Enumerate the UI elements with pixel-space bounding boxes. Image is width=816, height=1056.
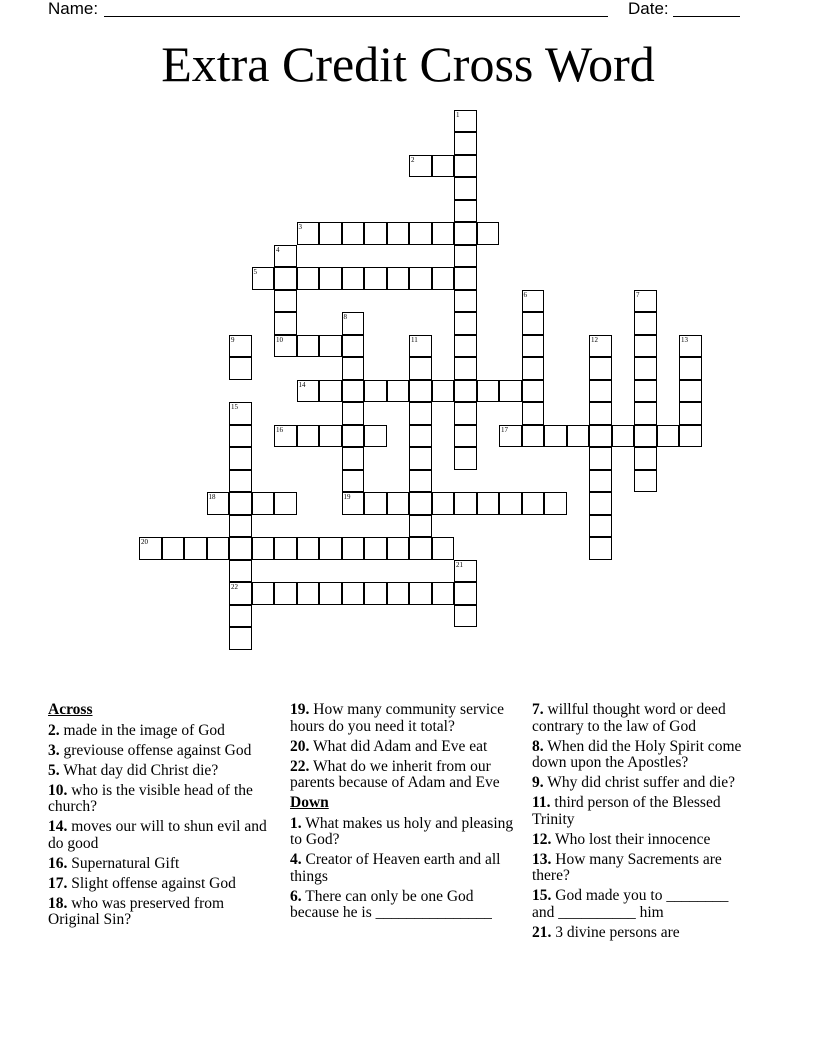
cell-number: 6 bbox=[523, 290, 527, 299]
grid-cell[interactable] bbox=[342, 222, 365, 245]
clue-text: What day did Christ die? bbox=[63, 761, 219, 779]
grid-cell[interactable] bbox=[229, 627, 252, 650]
clue-text: God made you to ________ and __________ him bbox=[532, 887, 729, 921]
grid-cell[interactable] bbox=[634, 380, 657, 403]
clue-number: 16. bbox=[48, 854, 68, 872]
clue-number: 21. bbox=[532, 923, 552, 941]
grid-cell[interactable] bbox=[589, 335, 612, 358]
across-clue bbox=[48, 763, 268, 780]
grid-cell[interactable] bbox=[432, 492, 455, 515]
clue-number: 7. bbox=[532, 701, 544, 718]
grid-cell[interactable] bbox=[432, 222, 455, 245]
down-clue bbox=[532, 702, 754, 735]
grid-cell[interactable] bbox=[522, 312, 545, 335]
cell-number: 19 bbox=[343, 493, 351, 501]
grid-cell[interactable] bbox=[297, 380, 320, 403]
cell-number: 3 bbox=[298, 223, 302, 231]
grid-cell[interactable] bbox=[274, 492, 297, 515]
cell-number: 18 bbox=[208, 493, 216, 501]
grid-cell[interactable] bbox=[522, 357, 545, 380]
clue-text: There can only be one God because he is _______________ bbox=[290, 887, 492, 921]
grid-cell[interactable] bbox=[454, 335, 477, 358]
down-clue bbox=[532, 775, 754, 792]
grid-cell[interactable] bbox=[432, 582, 455, 605]
grid-cell[interactable] bbox=[342, 447, 365, 470]
grid-cell[interactable] bbox=[454, 605, 477, 628]
clue-text: Supernatural Gift bbox=[71, 854, 180, 872]
grid-cell[interactable] bbox=[162, 537, 185, 560]
clue-column-3 bbox=[532, 702, 754, 945]
grid-cell[interactable] bbox=[589, 402, 612, 425]
across-heading: Across bbox=[48, 701, 93, 718]
grid-cell[interactable] bbox=[454, 582, 477, 605]
clue-number: 12. bbox=[532, 830, 552, 848]
grid-cell[interactable] bbox=[229, 425, 252, 448]
grid-cell[interactable] bbox=[409, 425, 432, 448]
grid-cell[interactable] bbox=[409, 335, 432, 358]
grid-cell[interactable] bbox=[342, 470, 365, 493]
grid-cell[interactable] bbox=[589, 447, 612, 470]
grid-cell[interactable] bbox=[297, 222, 320, 245]
grid-cell[interactable] bbox=[409, 582, 432, 605]
grid-cell[interactable] bbox=[454, 380, 477, 403]
grid-cell[interactable] bbox=[454, 155, 477, 178]
grid-cell[interactable] bbox=[387, 492, 410, 515]
across-clue bbox=[48, 743, 268, 760]
grid-cell[interactable] bbox=[387, 222, 410, 245]
grid-cell[interactable] bbox=[274, 267, 297, 290]
grid-cell[interactable] bbox=[252, 582, 275, 605]
cell-number: 20 bbox=[141, 538, 148, 546]
grid-cell[interactable] bbox=[342, 380, 365, 403]
date-label: Date: bbox=[628, 0, 669, 18]
across-clue bbox=[48, 783, 268, 816]
grid-cell[interactable] bbox=[522, 290, 545, 313]
clue-number: 6. bbox=[290, 887, 302, 905]
grid-cell[interactable] bbox=[274, 425, 297, 448]
clue-text: What do we inherit from our parents because of Adam and Eve bbox=[290, 757, 500, 791]
across-clue bbox=[48, 819, 268, 852]
grid-cell[interactable] bbox=[229, 515, 252, 538]
across-clue bbox=[290, 702, 522, 735]
grid-cell[interactable] bbox=[589, 515, 612, 538]
grid-cell[interactable] bbox=[364, 425, 387, 448]
grid-cell[interactable] bbox=[229, 560, 252, 583]
grid-cell[interactable] bbox=[612, 425, 635, 448]
grid-cell[interactable] bbox=[229, 492, 252, 515]
grid-cell[interactable] bbox=[319, 267, 342, 290]
clue-text: moves our will to shun evil and do good bbox=[48, 818, 267, 852]
grid-cell[interactable] bbox=[522, 492, 545, 515]
grid-cell[interactable] bbox=[454, 357, 477, 380]
grid-cell[interactable] bbox=[679, 380, 702, 403]
grid-cell[interactable] bbox=[252, 492, 275, 515]
down-heading: Down bbox=[290, 794, 329, 811]
name-label: Name: bbox=[48, 0, 99, 18]
grid-cell[interactable] bbox=[634, 357, 657, 380]
grid-cell[interactable] bbox=[454, 267, 477, 290]
grid-cell[interactable] bbox=[319, 537, 342, 560]
clue-number: 19. bbox=[290, 701, 310, 718]
down-clue bbox=[532, 832, 754, 849]
grid-cell[interactable] bbox=[342, 425, 365, 448]
grid-cell[interactable] bbox=[409, 402, 432, 425]
clue-text: How many community service hours do you need it total? bbox=[290, 701, 504, 735]
cell-number: 16 bbox=[276, 425, 283, 434]
grid-cell[interactable] bbox=[634, 290, 657, 313]
grid-cell[interactable] bbox=[274, 335, 297, 358]
grid-cell[interactable] bbox=[229, 605, 252, 628]
grid-cell[interactable] bbox=[207, 492, 230, 515]
clue-text: willful thought word or deed contrary to the law of God bbox=[532, 701, 726, 735]
down-clue bbox=[532, 852, 754, 885]
clue-text: third person of the Blessed Trinity bbox=[532, 794, 721, 828]
grid-cell[interactable] bbox=[454, 290, 477, 313]
grid-cell[interactable] bbox=[432, 155, 455, 178]
grid-cell[interactable] bbox=[319, 222, 342, 245]
grid-cell[interactable] bbox=[319, 582, 342, 605]
down-clue bbox=[532, 925, 754, 942]
grid-cell[interactable] bbox=[274, 312, 297, 335]
grid-cell[interactable] bbox=[274, 582, 297, 605]
grid-cell[interactable] bbox=[229, 402, 252, 425]
clue-text: How many Sacrements are there? bbox=[532, 850, 722, 884]
grid-cell[interactable] bbox=[567, 425, 590, 448]
grid-cell[interactable] bbox=[409, 447, 432, 470]
grid-cell[interactable] bbox=[522, 402, 545, 425]
grid-cell[interactable] bbox=[229, 335, 252, 358]
grid-cell[interactable] bbox=[364, 267, 387, 290]
clue-number: 1. bbox=[290, 814, 302, 832]
grid-cell[interactable] bbox=[409, 267, 432, 290]
grid-cell[interactable] bbox=[454, 425, 477, 448]
clue-text: Slight offense against God bbox=[71, 874, 236, 892]
header bbox=[48, 0, 768, 20]
clue-number: 14. bbox=[48, 818, 68, 835]
grid-cell[interactable] bbox=[409, 357, 432, 380]
cell-number: 14 bbox=[298, 380, 306, 389]
clue-text: Who lost their innocence bbox=[554, 830, 711, 848]
grid-cell[interactable] bbox=[522, 425, 545, 448]
down-clue bbox=[290, 816, 522, 849]
grid-cell[interactable] bbox=[274, 245, 297, 268]
clue-number: 13. bbox=[532, 850, 552, 868]
grid-cell[interactable] bbox=[297, 582, 320, 605]
grid-cell[interactable] bbox=[342, 312, 365, 335]
grid-cell[interactable] bbox=[342, 582, 365, 605]
clue-text: When did the Holy Spirit come down upon the Apostles? bbox=[532, 737, 742, 771]
clue-text: 3 divine persons are bbox=[555, 923, 680, 941]
grid-cell[interactable] bbox=[409, 515, 432, 538]
clue-number: 3. bbox=[48, 741, 60, 759]
cell-number: 17 bbox=[501, 425, 508, 434]
grid-cell[interactable] bbox=[589, 425, 612, 448]
page-title: Extra Credit Cross Word bbox=[161, 36, 655, 92]
down-clue bbox=[290, 889, 522, 922]
grid-cell[interactable] bbox=[454, 492, 477, 515]
grid-cell[interactable] bbox=[342, 402, 365, 425]
grid-cell[interactable] bbox=[364, 582, 387, 605]
grid-cell[interactable] bbox=[544, 425, 567, 448]
clue-number: 11. bbox=[532, 794, 551, 811]
grid-cell[interactable] bbox=[364, 222, 387, 245]
cell-number: 10 bbox=[276, 335, 283, 344]
grid-cell[interactable] bbox=[274, 537, 297, 560]
grid-cell[interactable] bbox=[477, 380, 500, 403]
clue-number: 10. bbox=[48, 781, 68, 799]
grid-cell[interactable] bbox=[387, 380, 410, 403]
across-clue bbox=[290, 739, 522, 756]
cell-number: 13 bbox=[681, 335, 688, 344]
grid-cell[interactable] bbox=[679, 425, 702, 448]
grid-cell[interactable] bbox=[432, 537, 455, 560]
grid-cell[interactable] bbox=[409, 470, 432, 493]
cell-number: 15 bbox=[231, 403, 238, 411]
grid-cell[interactable] bbox=[252, 267, 275, 290]
clue-number: 9. bbox=[532, 774, 544, 791]
grid-cell[interactable] bbox=[229, 447, 252, 470]
grid-cell[interactable] bbox=[342, 492, 365, 515]
clue-number: 4. bbox=[290, 851, 302, 868]
grid-cell[interactable] bbox=[589, 537, 612, 560]
cell-number: 22 bbox=[231, 583, 238, 591]
grid-cell[interactable] bbox=[342, 537, 365, 560]
cell-number: 5 bbox=[253, 268, 257, 276]
clue-text: Why did christ suffer and die? bbox=[547, 774, 736, 791]
across-clue bbox=[290, 759, 522, 792]
grid-cell[interactable] bbox=[634, 335, 657, 358]
grid-cell[interactable] bbox=[342, 335, 365, 358]
grid-cell[interactable] bbox=[364, 380, 387, 403]
grid-cell[interactable] bbox=[229, 537, 252, 560]
name-field[interactable] bbox=[104, 16, 608, 17]
grid-cell[interactable] bbox=[679, 335, 702, 358]
clue-number: 18. bbox=[48, 894, 68, 912]
grid-cell[interactable] bbox=[229, 582, 252, 605]
grid-cell[interactable] bbox=[297, 267, 320, 290]
grid-cell[interactable] bbox=[409, 537, 432, 560]
grid-cell[interactable] bbox=[229, 470, 252, 493]
clue-column-1 bbox=[48, 702, 268, 932]
grid-cell[interactable] bbox=[589, 380, 612, 403]
grid-cell[interactable] bbox=[477, 492, 500, 515]
clue-number: 2. bbox=[48, 721, 60, 739]
grid-cell[interactable] bbox=[409, 492, 432, 515]
clue-text: who is the visible head of the church? bbox=[48, 781, 253, 815]
clue-text: Creator of Heaven earth and all things bbox=[290, 851, 501, 885]
grid-cell[interactable] bbox=[409, 222, 432, 245]
grid-cell[interactable] bbox=[477, 222, 500, 245]
grid-cell[interactable] bbox=[589, 492, 612, 515]
down-clue bbox=[532, 888, 754, 921]
clue-text: What did Adam and Eve eat bbox=[312, 737, 488, 755]
clue-number: 8. bbox=[532, 737, 544, 755]
grid-cell[interactable] bbox=[207, 537, 230, 560]
across-clue bbox=[48, 896, 268, 929]
grid-cell[interactable] bbox=[522, 335, 545, 358]
grid-cell[interactable] bbox=[634, 312, 657, 335]
cell-number: 8 bbox=[343, 313, 347, 321]
grid-cell[interactable] bbox=[432, 380, 455, 403]
grid-cell[interactable] bbox=[184, 537, 207, 560]
grid-cell[interactable] bbox=[679, 402, 702, 425]
grid-cell[interactable] bbox=[229, 357, 252, 380]
down-clue bbox=[532, 739, 754, 772]
grid-cell[interactable] bbox=[387, 267, 410, 290]
grid-cell[interactable] bbox=[454, 132, 477, 155]
grid-cell[interactable] bbox=[679, 357, 702, 380]
grid-cell[interactable] bbox=[634, 470, 657, 493]
grid-cell[interactable] bbox=[297, 425, 320, 448]
grid-cell[interactable] bbox=[364, 537, 387, 560]
grid-cell[interactable] bbox=[454, 312, 477, 335]
grid-cell[interactable] bbox=[274, 290, 297, 313]
grid-cell[interactable] bbox=[454, 200, 477, 223]
clue-text: What makes us holy and pleasing to God? bbox=[290, 814, 514, 848]
cell-number: 12 bbox=[591, 335, 598, 344]
grid-cell[interactable] bbox=[589, 470, 612, 493]
grid-cell[interactable] bbox=[342, 267, 365, 290]
grid-cell[interactable] bbox=[544, 492, 567, 515]
grid-cell[interactable] bbox=[499, 380, 522, 403]
grid-cell[interactable] bbox=[409, 155, 432, 178]
grid-cell[interactable] bbox=[409, 380, 432, 403]
grid-cell[interactable] bbox=[634, 402, 657, 425]
grid-cell[interactable] bbox=[522, 380, 545, 403]
grid-cell[interactable] bbox=[454, 560, 477, 583]
grid-cell[interactable] bbox=[364, 492, 387, 515]
grid-cell[interactable] bbox=[454, 177, 477, 200]
grid-cell[interactable] bbox=[139, 537, 162, 560]
across-clue bbox=[48, 856, 268, 873]
grid-cell[interactable] bbox=[454, 402, 477, 425]
clue-number: 20. bbox=[290, 737, 310, 755]
cell-number: 9 bbox=[231, 335, 235, 344]
grid-cell[interactable] bbox=[387, 582, 410, 605]
clue-text: greviouse offense against God bbox=[63, 741, 252, 759]
down-clue bbox=[290, 852, 522, 885]
across-clue bbox=[48, 723, 268, 740]
cell-number: 21 bbox=[456, 560, 463, 569]
cell-number: 7 bbox=[636, 290, 640, 299]
clue-number: 5. bbox=[48, 761, 60, 779]
clue-text: made in the image of God bbox=[63, 721, 225, 739]
across-clue bbox=[48, 876, 268, 893]
clue-number: 17. bbox=[48, 874, 68, 892]
grid-cell[interactable] bbox=[387, 537, 410, 560]
cell-number: 4 bbox=[276, 245, 280, 254]
clue-text: who was preserved from Original Sin? bbox=[48, 894, 225, 928]
grid-cell[interactable] bbox=[499, 425, 522, 448]
grid-cell[interactable] bbox=[432, 267, 455, 290]
cell-number: 11 bbox=[411, 335, 418, 344]
grid-cell[interactable] bbox=[454, 222, 477, 245]
grid-cell[interactable] bbox=[499, 492, 522, 515]
cell-number: 2 bbox=[411, 155, 415, 164]
grid-cell[interactable] bbox=[342, 357, 365, 380]
grid-cell[interactable] bbox=[634, 447, 657, 470]
grid-cell[interactable] bbox=[589, 357, 612, 380]
date-field[interactable] bbox=[673, 16, 740, 17]
grid-cell[interactable] bbox=[454, 110, 477, 133]
cell-number: 1 bbox=[456, 110, 460, 119]
grid-cell[interactable] bbox=[657, 425, 680, 448]
grid-cell[interactable] bbox=[319, 335, 342, 358]
grid-cell[interactable] bbox=[454, 245, 477, 268]
down-clue bbox=[532, 795, 754, 828]
grid-cell[interactable] bbox=[454, 447, 477, 470]
grid-cell[interactable] bbox=[297, 537, 320, 560]
clue-number: 22. bbox=[290, 757, 310, 775]
grid-cell[interactable] bbox=[252, 537, 275, 560]
clue-column-2 bbox=[290, 702, 522, 925]
grid-cell[interactable] bbox=[634, 425, 657, 448]
grid-cell[interactable] bbox=[319, 380, 342, 403]
grid-cell[interactable] bbox=[297, 335, 320, 358]
clue-number: 15. bbox=[532, 887, 552, 904]
grid-cell[interactable] bbox=[319, 425, 342, 448]
